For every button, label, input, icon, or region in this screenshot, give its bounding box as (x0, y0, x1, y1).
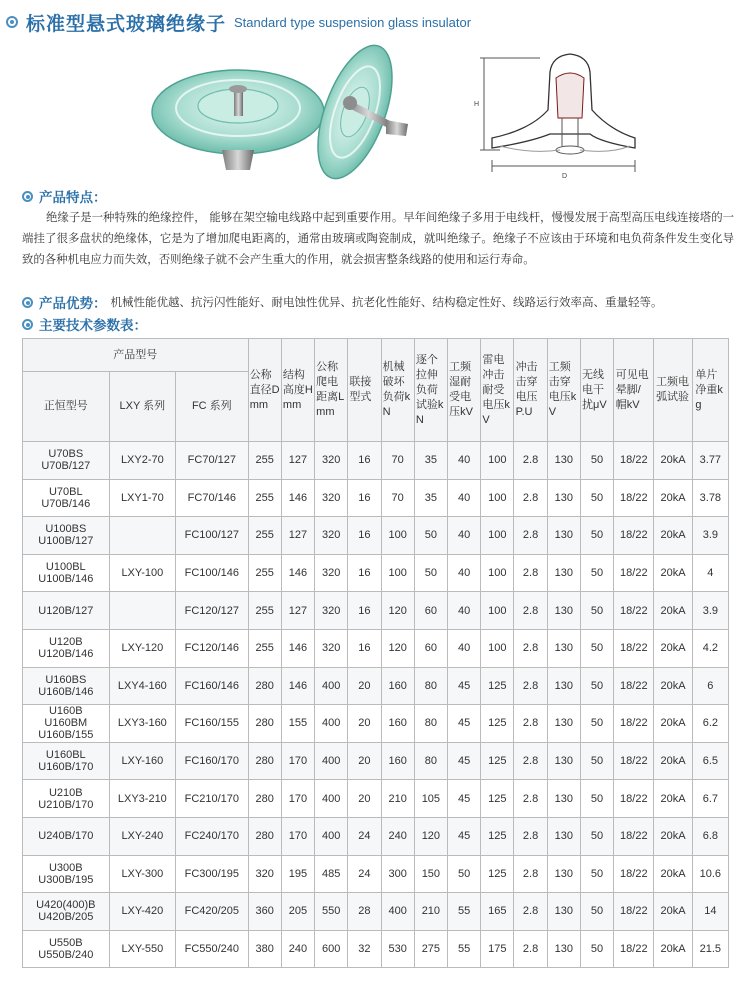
table-cell: 130 (547, 742, 580, 780)
table-cell: 32 (348, 930, 381, 968)
table-cell: 600 (315, 930, 348, 968)
table-cell: 2.8 (514, 930, 547, 968)
table-cell: 127 (281, 592, 314, 630)
table-cell: 18/22 (614, 780, 654, 818)
table-cell: 160 (381, 667, 414, 705)
table-cell: 130 (547, 893, 580, 931)
table-cell: 40 (447, 629, 480, 667)
table-cell: 400 (315, 742, 348, 780)
table-cell: U70BL U70B/146 (23, 479, 110, 517)
table-cell: U100BS U100B/127 (23, 517, 110, 555)
table-cell: 55 (447, 930, 480, 968)
table-cell: 2.8 (514, 855, 547, 893)
table-cell: 280 (248, 817, 281, 855)
spec-table-body (23, 442, 729, 968)
table-cell: 3.78 (692, 479, 728, 517)
table-cell: FC100/127 (176, 517, 249, 555)
table-cell: 2.8 (514, 479, 547, 517)
param-header: 工频湿耐受电压kV (447, 339, 480, 442)
table-cell: 6.7 (692, 780, 728, 818)
table-cell: 16 (348, 517, 381, 555)
table-cell: 130 (547, 817, 580, 855)
table-cell: LXY1-70 (109, 479, 175, 517)
table-cell: 18/22 (614, 855, 654, 893)
table-cell: 45 (447, 705, 480, 743)
table-cell: 16 (348, 592, 381, 630)
table-cell: 130 (547, 442, 580, 480)
table-cell: 240 (381, 817, 414, 855)
table-cell: FC300/195 (176, 855, 249, 893)
features-heading: 产品特点： (39, 190, 107, 206)
page-title: 标准型悬式玻璃绝缘子 (26, 12, 227, 35)
param-header: 逐个拉伸负荷试验kN (414, 339, 447, 442)
table-cell: 70 (381, 442, 414, 480)
table-cell: 6.8 (692, 817, 728, 855)
table-cell: 35 (414, 479, 447, 517)
table-cell: U420(400)B U420B/205 (23, 893, 110, 931)
table-cell: U550B U550B/240 (23, 930, 110, 968)
table-cell: FC160/155 (176, 705, 249, 743)
table-cell: 320 (315, 592, 348, 630)
table-cell: 18/22 (614, 705, 654, 743)
table-cell: 18/22 (614, 629, 654, 667)
advantages-row (22, 292, 663, 312)
param-header: 结构高度H mm (281, 339, 314, 442)
table-cell: 20 (348, 780, 381, 818)
table-cell: 255 (248, 592, 281, 630)
table-cell: 275 (414, 930, 447, 968)
table-cell: 55 (447, 893, 480, 931)
table-row (23, 930, 729, 968)
table-cell: LXY-120 (109, 629, 175, 667)
table-cell: 255 (248, 479, 281, 517)
table-cell: 50 (580, 517, 613, 555)
table-cell: 40 (447, 554, 480, 592)
table-cell: 125 (481, 667, 514, 705)
table-cell: 160 (381, 742, 414, 780)
insulator-disc-left (152, 70, 324, 170)
table-cell: 16 (348, 554, 381, 592)
table-cell: 195 (281, 855, 314, 893)
table-row (23, 592, 729, 630)
table-cell (109, 592, 175, 630)
sub-header-fc: FC 系列 (176, 372, 249, 442)
table-row (23, 893, 729, 931)
table-cell: 100 (481, 592, 514, 630)
table-cell: 280 (248, 742, 281, 780)
table-cell: 125 (481, 742, 514, 780)
table-cell: U120B/127 (23, 592, 110, 630)
product-photo (150, 40, 440, 180)
param-header: 单片净重kg (692, 339, 728, 442)
table-row (23, 817, 729, 855)
table-cell: 130 (547, 592, 580, 630)
table-cell: U160B U160BM U160B/155 (23, 705, 110, 743)
table-cell: 20kA (654, 554, 692, 592)
table-cell: 120 (381, 629, 414, 667)
table-cell: 2.8 (514, 554, 547, 592)
table-cell: 400 (315, 705, 348, 743)
param-header: 冲击击穿电压P.U (514, 339, 547, 442)
table-cell: 120 (381, 592, 414, 630)
table-cell: 18/22 (614, 817, 654, 855)
table-row (23, 855, 729, 893)
table-cell: 28 (348, 893, 381, 931)
table-cell: 50 (414, 554, 447, 592)
table-cell: 20kA (654, 629, 692, 667)
table-cell: 50 (580, 442, 613, 480)
table-cell: 360 (248, 893, 281, 931)
table-cell: LXY-550 (109, 930, 175, 968)
table-cell: 130 (547, 517, 580, 555)
table-cell: 3.9 (692, 517, 728, 555)
param-header: 机械破坏负荷kN (381, 339, 414, 442)
table-cell: 146 (281, 479, 314, 517)
table-cell: 400 (315, 817, 348, 855)
table-cell: 80 (414, 742, 447, 780)
circle-bullet-icon (22, 191, 33, 202)
table-cell: 50 (580, 592, 613, 630)
table-cell: 3.77 (692, 442, 728, 480)
table-cell: 2.8 (514, 893, 547, 931)
spec-table (22, 338, 729, 968)
table-cell: 18/22 (614, 442, 654, 480)
table-cell: LXY4-160 (109, 667, 175, 705)
param-header: 联接型式 (348, 339, 381, 442)
table-cell: U210B U210B/170 (23, 780, 110, 818)
table-cell: 210 (381, 780, 414, 818)
table-cell: FC420/205 (176, 893, 249, 931)
table-cell: 50 (580, 893, 613, 931)
table-cell: 20kA (654, 780, 692, 818)
table-cell: 400 (315, 667, 348, 705)
table-cell: 16 (348, 442, 381, 480)
table-cell: 125 (481, 705, 514, 743)
param-header: 可见电晕脚/帽kV (614, 339, 654, 442)
table-cell: 50 (580, 817, 613, 855)
table-cell: 4.2 (692, 629, 728, 667)
table-cell: 4 (692, 554, 728, 592)
table-cell: 320 (315, 479, 348, 517)
circle-bullet-icon (6, 16, 18, 28)
table-cell: 18/22 (614, 479, 654, 517)
table-row (23, 517, 729, 555)
features-heading-row (22, 186, 107, 206)
table-cell: U160BS U160B/146 (23, 667, 110, 705)
table-cell: 130 (547, 780, 580, 818)
table-cell: LXY-160 (109, 742, 175, 780)
table-cell: 20kA (654, 930, 692, 968)
table-cell: 550 (315, 893, 348, 931)
table-cell: 20kA (654, 479, 692, 517)
features-paragraph: 绝缘子是一种特殊的绝缘控件， 能够在架空输电线路中起到重要作用。早年间绝缘子多用于电线杆，慢慢发展于高型高压电线连接塔的一端挂了很多盘状的绝缘体，它是为了增加爬电距离的，通常由玻璃或陶瓷制成，就叫绝缘子。绝缘子不应该由于环境和电负荷条件发生变化导致的各种机电应力而失效，否则绝缘子就不会产生重大的作用，就会损害整条线路的使用和运行寿命。 (22, 210, 734, 266)
table-cell: 18/22 (614, 592, 654, 630)
table-cell: 165 (481, 893, 514, 931)
table-cell: 380 (248, 930, 281, 968)
table-cell: 70 (381, 479, 414, 517)
table-cell: U120B U120B/146 (23, 629, 110, 667)
table-cell: 18/22 (614, 517, 654, 555)
table-cell: 3.9 (692, 592, 728, 630)
table-cell: 130 (547, 554, 580, 592)
table-cell: 320 (248, 855, 281, 893)
table-cell (109, 517, 175, 555)
table-cell: 18/22 (614, 667, 654, 705)
table-cell: 20 (348, 705, 381, 743)
sub-header-zhengheng: 正恒型号 (23, 372, 110, 442)
table-cell: 16 (348, 629, 381, 667)
table-cell: 100 (481, 517, 514, 555)
table-cell: 2.8 (514, 742, 547, 780)
table-cell: 400 (315, 780, 348, 818)
table-cell: 45 (447, 667, 480, 705)
table-cell: 6.5 (692, 742, 728, 780)
table-cell: 40 (447, 442, 480, 480)
spec-heading: 主要技术参数表： (39, 318, 147, 334)
table-cell: 50 (447, 855, 480, 893)
table-cell: LXY-300 (109, 855, 175, 893)
param-header: 工频电弧试验 (654, 339, 692, 442)
table-cell: 146 (281, 554, 314, 592)
table-cell: 125 (481, 817, 514, 855)
table-row (23, 554, 729, 592)
table-cell: LXY3-160 (109, 705, 175, 743)
table-cell: 50 (580, 780, 613, 818)
table-cell: U300B U300B/195 (23, 855, 110, 893)
table-cell: 130 (547, 667, 580, 705)
table-cell: 400 (381, 893, 414, 931)
table-row (23, 442, 729, 480)
table-cell: 20kA (654, 742, 692, 780)
table-cell: 240 (281, 930, 314, 968)
sub-header-lxy: LXY 系列 (109, 372, 175, 442)
table-cell: 2.8 (514, 705, 547, 743)
table-cell: 45 (447, 817, 480, 855)
table-row (23, 705, 729, 743)
table-cell: 280 (248, 705, 281, 743)
table-row (23, 479, 729, 517)
table-cell: 100 (481, 442, 514, 480)
table-cell: 24 (348, 817, 381, 855)
table-cell: 255 (248, 629, 281, 667)
table-cell: U160BL U160B/170 (23, 742, 110, 780)
advantages-text: 机械性能优越、抗污闪性能好、耐电蚀性优异、抗老化性能好、结构稳定性好、线路运行效率高、重量轻等。 (110, 295, 663, 309)
param-header: 公称爬电距离L mm (315, 339, 348, 442)
table-cell: FC240/170 (176, 817, 249, 855)
table-cell: U70BS U70B/127 (23, 442, 110, 480)
table-cell: 130 (547, 479, 580, 517)
table-cell: 530 (381, 930, 414, 968)
table-cell: 160 (381, 705, 414, 743)
table-cell: 100 (381, 554, 414, 592)
table-cell: 2.8 (514, 517, 547, 555)
table-cell: 20kA (654, 893, 692, 931)
table-cell: 45 (447, 780, 480, 818)
table-cell: 50 (580, 742, 613, 780)
table-cell: 50 (580, 629, 613, 667)
table-cell: 300 (381, 855, 414, 893)
circle-bullet-icon (22, 297, 33, 308)
table-cell: 320 (315, 517, 348, 555)
table-cell: U240B/170 (23, 817, 110, 855)
table-cell: 255 (248, 517, 281, 555)
table-cell: 20kA (654, 592, 692, 630)
table-cell: 210 (414, 893, 447, 931)
table-row (23, 742, 729, 780)
table-cell: 20kA (654, 705, 692, 743)
table-cell: 18/22 (614, 742, 654, 780)
table-cell: 18/22 (614, 930, 654, 968)
table-cell: 146 (281, 667, 314, 705)
table-cell: 20 (348, 742, 381, 780)
table-cell: 146 (281, 629, 314, 667)
table-cell: 50 (580, 855, 613, 893)
page-subtitle-en: Standard type suspension glass insulator (234, 14, 472, 30)
table-cell: 130 (547, 705, 580, 743)
table-cell: 21.5 (692, 930, 728, 968)
table-cell: 127 (281, 517, 314, 555)
table-cell: 280 (248, 780, 281, 818)
table-cell: U100BL U100B/146 (23, 554, 110, 592)
table-cell: 6.2 (692, 705, 728, 743)
table-cell: 2.8 (514, 780, 547, 818)
table-cell: 80 (414, 705, 447, 743)
table-cell: FC120/127 (176, 592, 249, 630)
table-cell: 255 (248, 442, 281, 480)
dimension-label-d: D (562, 173, 568, 180)
spec-heading-row (22, 314, 147, 334)
table-cell: 10.6 (692, 855, 728, 893)
table-cell: 100 (481, 629, 514, 667)
advantages-heading: 产品优势： (39, 296, 107, 312)
table-cell: 40 (447, 517, 480, 555)
table-cell: 50 (580, 705, 613, 743)
table-cell: 320 (315, 442, 348, 480)
table-cell: 127 (281, 442, 314, 480)
table-cell: 255 (248, 554, 281, 592)
table-cell: 20 (348, 667, 381, 705)
table-cell: 20kA (654, 667, 692, 705)
param-header: 雷电冲击耐受电压kV (481, 339, 514, 442)
table-cell: 125 (481, 855, 514, 893)
table-cell: FC160/170 (176, 742, 249, 780)
table-cell: 130 (547, 855, 580, 893)
table-cell: 150 (414, 855, 447, 893)
table-cell: FC120/146 (176, 629, 249, 667)
table-cell: 320 (315, 629, 348, 667)
table-cell: LXY-420 (109, 893, 175, 931)
table-cell: 20kA (654, 855, 692, 893)
page-title-row (6, 8, 471, 36)
table-cell: FC70/127 (176, 442, 249, 480)
table-cell: 170 (281, 742, 314, 780)
table-cell: 18/22 (614, 893, 654, 931)
param-header: 公称直径D mm (248, 339, 281, 442)
dimension-label-h: H (474, 101, 480, 108)
table-cell: 60 (414, 629, 447, 667)
table-cell: 50 (580, 479, 613, 517)
table-cell: 2.8 (514, 817, 547, 855)
table-cell: LXY-100 (109, 554, 175, 592)
table-cell: 50 (580, 930, 613, 968)
table-row (23, 780, 729, 818)
table-cell: 40 (447, 479, 480, 517)
table-cell: 40 (447, 592, 480, 630)
table-cell: 105 (414, 780, 447, 818)
table-cell: 50 (580, 554, 613, 592)
table-cell: FC210/170 (176, 780, 249, 818)
table-cell: 2.8 (514, 667, 547, 705)
table-cell: 20kA (654, 817, 692, 855)
table-cell: FC70/146 (176, 479, 249, 517)
table-row (23, 667, 729, 705)
table-cell: 60 (414, 592, 447, 630)
table-cell: FC100/146 (176, 554, 249, 592)
table-cell: 50 (580, 667, 613, 705)
table-cell: 120 (414, 817, 447, 855)
table-cell: 170 (281, 780, 314, 818)
table-cell: LXY2-70 (109, 442, 175, 480)
table-cell: 100 (481, 479, 514, 517)
table-cell: 205 (281, 893, 314, 931)
table-cell: 125 (481, 780, 514, 818)
table-cell: FC160/146 (176, 667, 249, 705)
table-cell: 100 (481, 554, 514, 592)
table-cell: 50 (414, 517, 447, 555)
table-cell: FC550/240 (176, 930, 249, 968)
table-cell: 2.8 (514, 629, 547, 667)
table-cell: 18/22 (614, 554, 654, 592)
table-cell: LXY3-210 (109, 780, 175, 818)
table-cell: 170 (281, 817, 314, 855)
param-header: 无线电干扰μV (580, 339, 613, 442)
table-cell: 175 (481, 930, 514, 968)
table-cell: 24 (348, 855, 381, 893)
table-cell: 155 (281, 705, 314, 743)
cross-section-drawing (470, 38, 645, 186)
table-cell: 80 (414, 667, 447, 705)
circle-bullet-icon (22, 319, 33, 330)
table-cell: 6 (692, 667, 728, 705)
table-cell: LXY-240 (109, 817, 175, 855)
table-cell: 280 (248, 667, 281, 705)
table-cell: 2.8 (514, 592, 547, 630)
table-cell: 20kA (654, 442, 692, 480)
table-cell: 485 (315, 855, 348, 893)
table-cell: 2.8 (514, 442, 547, 480)
table-cell: 45 (447, 742, 480, 780)
table-cell: 35 (414, 442, 447, 480)
table-cell: 130 (547, 930, 580, 968)
table-row (23, 629, 729, 667)
product-model-header: 产品型号 (23, 339, 249, 372)
table-cell: 100 (381, 517, 414, 555)
table-cell: 320 (315, 554, 348, 592)
table-cell: 20kA (654, 517, 692, 555)
param-header: 工频击穿电压kV (547, 339, 580, 442)
table-cell: 16 (348, 479, 381, 517)
table-cell: 14 (692, 893, 728, 931)
table-cell: 130 (547, 629, 580, 667)
